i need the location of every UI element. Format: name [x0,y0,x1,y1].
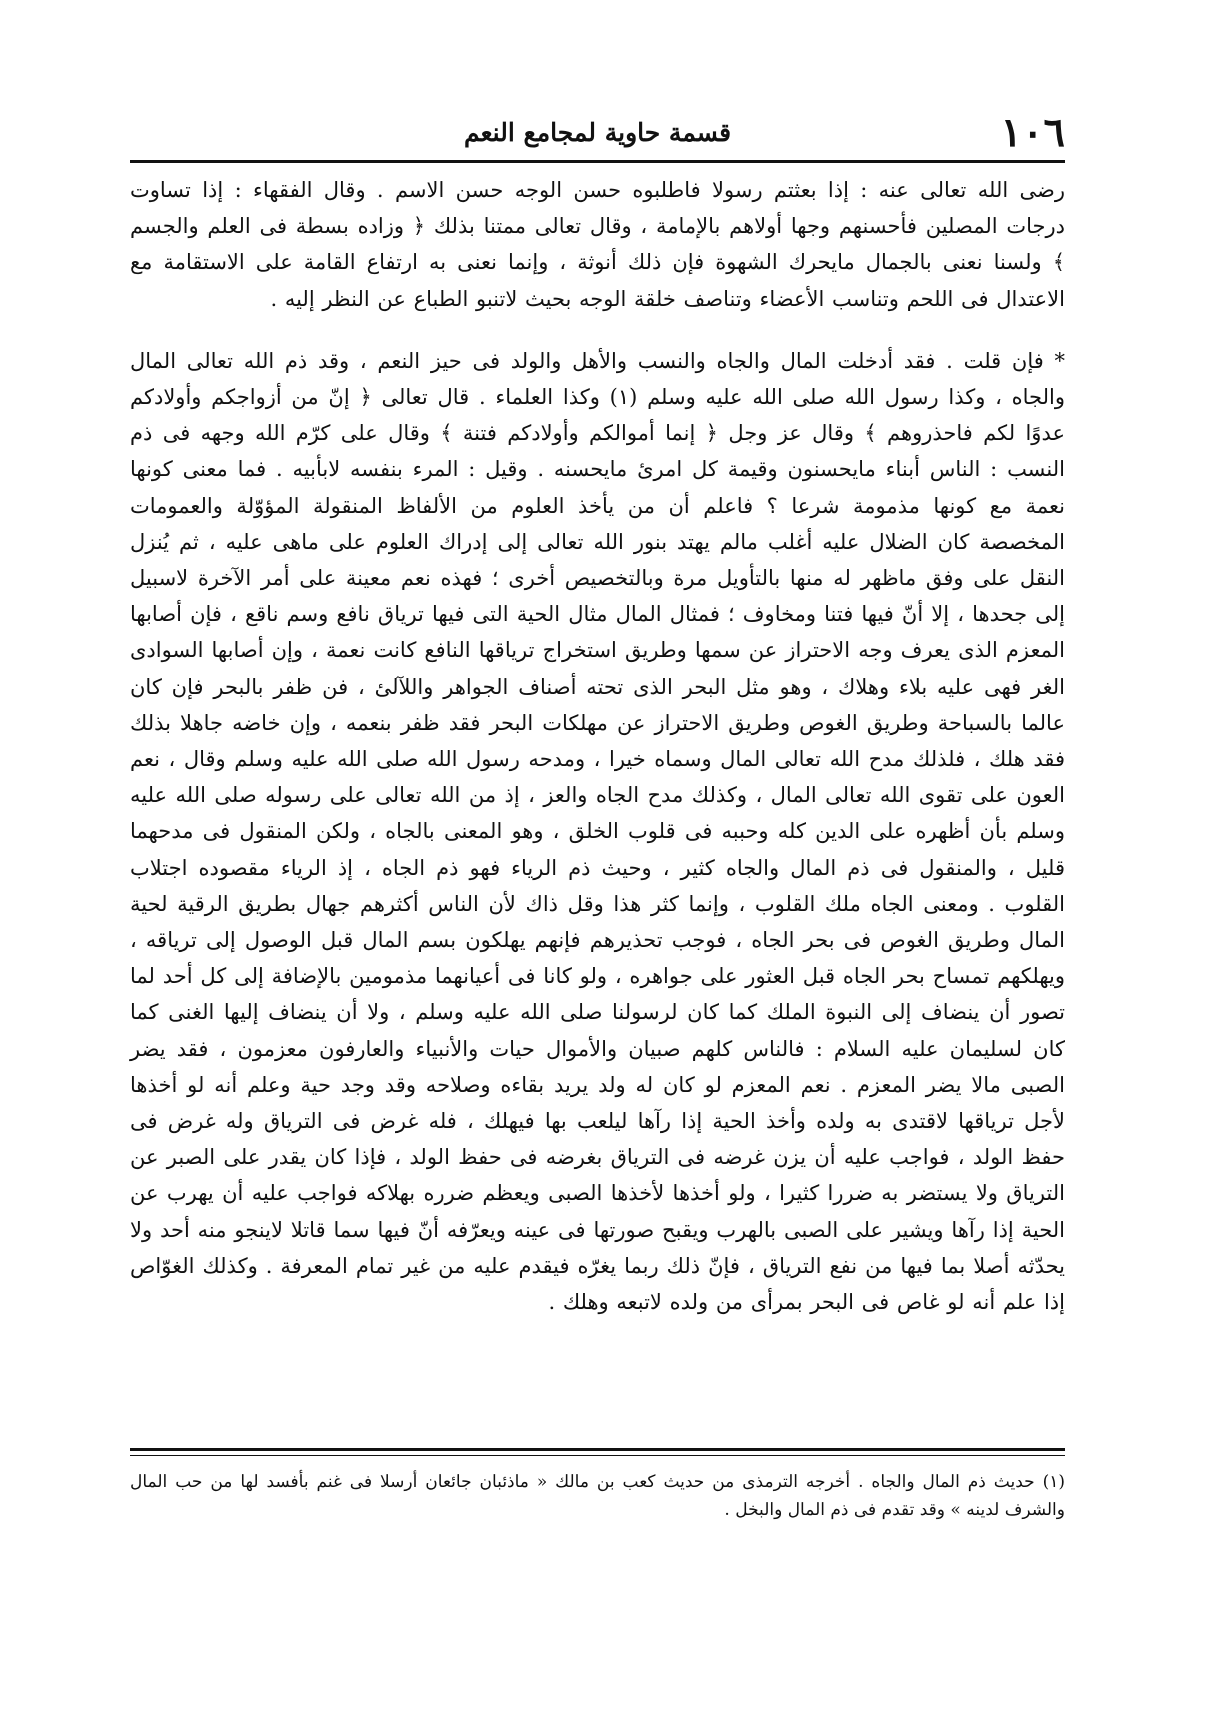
running-title: قسمة حاوية لمجامع النعم [463,118,732,147]
page-number: ١٠٦ [1000,109,1065,156]
header-divider [130,160,1065,163]
footnote-divider [130,1448,1065,1451]
paragraph-1: رضى الله تعالى عنه : إذا بعثتم رسولا فاطلبوه حسن الوجه حسن الاسم . وقال الفقهاء : إذا تساوت درجات المصلين فأحسنهم وجها أولاهم بالإمامة ، وقال تعالى ممتنا بذلك ﴿ وزاده بسطة فى العلم والجسم ﴾ ولسنا نعنى بالجمال مايحرك الشهوة فإن ذلك أنوثة ، وإنما نعنى به ارتفاع القامة على الاستقامة مع الاعتدال فى اللحم وتناسب الأعضاء وتناصف خلقة الوجه بحيث لاتنبو الطباع عن النظر إليه . [130,178,1065,311]
page-header [130,110,1065,156]
paragraph-2: * فإن قلت . فقد أدخلت المال والجاه والنسب والأهل والولد فى حيز النعم ، وقد ذم الله تعالى المال والجاه ، وكذا رسول الله صلى الله عليه وسلم (١) وكذا العلماء . قال تعالى ﴿ إنّ من أزواجكم وأولادكم عدوًا لكم فاحذروهم ﴾ وقال عز وجل ﴿ إنما أموالكم وأولادكم فتنة ﴾ وقال على كرّم الله وجهه فى ذم النسب : الناس أبناء مايحسنون وقيمة كل امرئ مايحسنه . وقيل : المرء بنفسه لابأبيه . فما معنى كونها نعمة مع كونها مذمومة شرعا ؟ فاعلم أن من يأخذ العلوم من الألفاظ المنقولة المؤوّلة والعمومات المخصصة كان الضلال عليه أغلب مالم يهتد بنور الله تعالى إلى إدراك العلوم على ماهى عليه ، ثم يُنزل النقل على وفق ماظهر له منها بالتأويل مرة وبالتخصيص أخرى ؛ فهذه نعم معينة على أمر الآخرة لاسبيل إلى جحدها ، إلا أنّ فيها فتنا ومخاوف ؛ فمثال المال مثال الحية التى فيها ترياق نافع وسم ناقع ، فإن أصابها المعزم الذى يعرف وجه الاحتراز عن سمها وطريق استخراج ترياقها النافع كانت نعمة ، وإن أصابها السوادى الغر فهى عليه بلاء وهلاك ، وهو مثل البحر الذى تحته أصناف الجواهر واللآلئ ، فن ظفر بالبحر فإن كان عالما بالسباحة وطريق الغوص وطريق الاحتراز عن مهلكات البحر فقد ظفر بنعمه ، وإن خاضه جاهلا بذلك فقد هلك ، فلذلك مدح الله تعالى المال وسماه خيرا ، ومدحه رسول الله صلى الله عليه وسلم وقال ، نعم العون على تقوى الله تعالى المال ، وكذلك مدح الجاه والعز ، إذ من الله تعالى على رسوله صلى الله عليه وسلم بأن أظهره على الدين كله وحببه فى قلوب الخلق ، وهو المعنى بالجاه ، ولكن المنقول فى مدحهما قليل ، والمنقول فى ذم المال والجاه كثير ، وحيث ذم الرياء فهو ذم الجاه ، إذ الرياء مقصوده اجتلاب القلوب . ومعنى الجاه ملك القلوب ، وإنما كثر هذا وقل ذاك لأن الناس أكثرهم جهال بطريق الرقية لحية المال وطريق الغوص فى بحر الجاه ، فوجب تحذيرهم فإنهم يهلكون بسم المال قبل الوصول إلى ترياقه ، ويهلكهم تمساح بحر الجاه قبل العثور على جواهره ، ولو كانا فى أعيانهما مذمومين بالإضافة إلى كل أحد لما تصور أن ينضاف إلى النبوة الملك كما كان لرسولنا صلى الله عليه وسلم ، ولا أن ينضاف إليها الغنى كما كان لسليمان عليه السلام : فالناس كلهم صبيان والأموال حيات والأنبياء والعارفون معزمون ، فقد يضر الصبى مالا يضر المعزم . نعم المعزم لو كان له ولد يريد بقاءه وصلاحه وقد وجد حية وعلم أنه لو أخذها لأجل ترياقها لاقتدى به ولده وأخذ الحية إذا رآها ليلعب بها فيهلك ، فله غرض فى الترياق وله غرض فى حفظ الولد ، فواجب عليه أن يزن غرضه فى الترياق بغرضه فى حفظ الولد ، فإذا كان يقدر على الصبر عن الترياق ولا يستضر به ضررا كثيرا ، ولو أخذها لأخذها الصبى ويعظم ضرره بهلاكه فواجب عليه أن يهرب عن الحية إذا رآها ويشير على الصبى بالهرب ويقبح صورتها فى عينه ويعرّفه أنّ فيها سما قاتلا لاينجو منه أحد ولا يحدّثه أصلا بما فيها من نفع الترياق ، فإنّ ذلك ربما يغرّه فيقدم عليه من غير تمام المعرفة . وكذلك الغوّاص إذا علم أنه لو غاص فى البحر بمرأى من ولده لاتبعه وهلك . [130,348,1065,1315]
main-text [130,172,1065,1320]
footnote: (١) حديث ذم المال والجاه . أخرجه الترمذى من حديث كعب بن مالك « ماذئبان جائعان أرسلا فى غنم بأفسد لها من حب المال والشرف لدينه » وقد تقدم فى ذم المال والبخل . [130,1472,1065,1520]
footnote-divider-thin [130,1455,1065,1456]
